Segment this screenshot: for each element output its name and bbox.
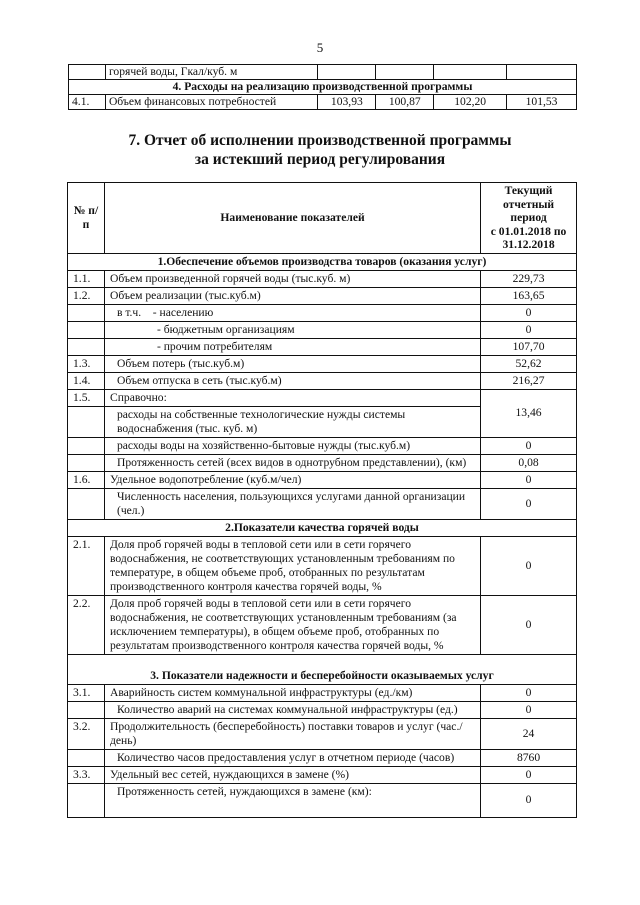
row-name: Численность населения, пользующихся услугами данной организации (чел.): [104, 488, 480, 519]
table-row: [68, 321, 577, 338]
row-value: 13,46: [481, 389, 577, 437]
row-number: 3.1.: [68, 684, 105, 701]
top-table: [68, 64, 577, 110]
row-number: [68, 701, 105, 718]
table-row: [68, 304, 577, 321]
table-row: [68, 270, 577, 287]
section-title: 4. Расходы на реализацию производственной программы: [69, 80, 577, 95]
row-number: [68, 338, 105, 355]
section-row: [68, 654, 577, 684]
row-number: 1.1.: [68, 270, 105, 287]
row-number: [68, 783, 105, 817]
table-row: [68, 338, 577, 355]
row-value: 0: [481, 783, 577, 817]
row-name: расходы на собственные технологические нужды системы водоснабжения (тыс. куб. м): [104, 406, 480, 437]
row-name: Количество часов предоставления услуг в отчетном периоде (часов): [104, 749, 480, 766]
header-period-line: отчетный период: [502, 197, 555, 224]
row-number: 1.2.: [68, 287, 105, 304]
row-number: 1.4.: [68, 372, 105, 389]
row-number: [68, 454, 105, 471]
row-number: 1.5.: [68, 389, 105, 406]
table-row: [68, 595, 577, 654]
row-value: 107,70: [481, 338, 577, 355]
row-name: Объем произведенной горячей воды (тыс.куб. м): [104, 270, 480, 287]
heading-line-2: за истекший период регулирования: [194, 151, 446, 168]
heading-line-1: 7. Отчет об исполнении производственной программы: [128, 132, 512, 149]
table-row: [68, 488, 577, 519]
table-row: [69, 95, 577, 110]
table-row: [68, 471, 577, 488]
row-name: Количество аварий на системах коммунальной инфраструктуры (ед.): [104, 701, 480, 718]
table-row: [68, 389, 577, 406]
row-value: 52,62: [481, 355, 577, 372]
table-row: [68, 536, 577, 595]
row-number: 1.3.: [68, 355, 105, 372]
row-name: - прочим потребителям: [104, 338, 480, 355]
section-row: [68, 253, 577, 270]
row-value: 0: [481, 701, 577, 718]
row-value: 0: [481, 684, 577, 701]
row-number: 1.6.: [68, 471, 105, 488]
row-label: горячей воды, Гкал/куб. м: [105, 65, 317, 80]
row-value: 0: [481, 437, 577, 454]
value-cell: 100,87: [376, 95, 434, 110]
row-number: 2.2.: [68, 595, 105, 654]
table-row: [68, 749, 577, 766]
section-title: 1.Обеспечение объемов производства товаров (оказания услуг): [68, 253, 577, 270]
row-number: [68, 321, 105, 338]
table-row: [68, 437, 577, 454]
section-title: 2.Показатели качества горячей воды: [68, 519, 577, 536]
row-name: Объем отпуска в сеть (тыс.куб.м): [104, 372, 480, 389]
row-value: 0: [481, 321, 577, 338]
row-name: Протяженность сетей, нуждающихся в замене (км):: [104, 783, 480, 817]
row-value: 163,65: [481, 287, 577, 304]
table-row: [68, 783, 577, 817]
value-cell: 103,93: [318, 95, 376, 110]
row-name: Справочно:: [104, 389, 480, 406]
row-value: 216,27: [481, 372, 577, 389]
row-number: 3.3.: [68, 766, 105, 783]
row-name: - бюджетным организациям: [104, 321, 480, 338]
row-number: 2.1.: [68, 536, 105, 595]
header-name: Наименование показателей: [104, 183, 480, 254]
section-row: [68, 519, 577, 536]
row-name: Протяженность сетей (всех видов в однотрубном представлении), (км): [104, 454, 480, 471]
page-number: 5: [316, 40, 324, 55]
table-row: [68, 355, 577, 372]
row-name: Доля проб горячей воды в тепловой сети или в сети горячего водоснабжения, не соответствующих установленным требованиям (за исключением температуры), в общем объеме проб, отобранных по результатам производственного контроля качества горячей воды, %: [104, 595, 480, 654]
table-row: [68, 287, 577, 304]
table-row: [69, 65, 577, 80]
row-value: 0: [481, 488, 577, 519]
row-name: Аварийность систем коммунальной инфраструктуры (ед./км): [104, 684, 480, 701]
row-number: [68, 488, 105, 519]
row-name: в т.ч. - населению: [104, 304, 480, 321]
row-name: Объем реализации (тыс.куб.м): [104, 287, 480, 304]
row-number: [68, 304, 105, 321]
row-value: 229,73: [481, 270, 577, 287]
row-value: 0: [481, 536, 577, 595]
report-table: [67, 182, 577, 818]
row-value: 0: [481, 304, 577, 321]
row-name: Продолжительность (бесперебойность) поставки товаров и услуг (час./день): [104, 718, 480, 749]
row-name: расходы воды на хозяйственно-бытовые нужды (тыс.куб.м): [104, 437, 480, 454]
row-value: 8760: [481, 749, 577, 766]
value-cell: 101,53: [507, 95, 577, 110]
row-value: 0: [481, 471, 577, 488]
row-value: 0: [481, 595, 577, 654]
row-number: 3.2.: [68, 718, 105, 749]
row-name: Удельный вес сетей, нуждающихся в замене (%): [104, 766, 480, 783]
table-row: [68, 454, 577, 471]
header-period: [481, 183, 577, 254]
value-cell: 102,20: [434, 95, 507, 110]
table-row: [68, 718, 577, 749]
table-row: [68, 701, 577, 718]
header-period-line: Текущий: [504, 184, 553, 197]
row-value: 24: [481, 718, 577, 749]
table-row: [68, 684, 577, 701]
row-name: Объем потерь (тыс.куб.м): [104, 355, 480, 372]
row-name: Доля проб горячей воды в тепловой сети или в сети горячего водоснабжения, не соответствующих установленным требованиям по температуре, в общем объеме проб, отобранных по результатам производственного контроля качества горячей воды, %: [104, 536, 480, 595]
section-title: 3. Показатели надежности и бесперебойности оказываемых услуг: [68, 654, 577, 684]
row-value: 0,08: [481, 454, 577, 471]
section-row: [69, 80, 577, 95]
row-number: [68, 437, 105, 454]
row-number: [68, 749, 105, 766]
table-row: [68, 372, 577, 389]
row-number: 4.1.: [69, 95, 106, 110]
table-row: [68, 766, 577, 783]
header-period-line: с 01.01.2018 по: [490, 224, 567, 238]
header-row: [68, 183, 577, 254]
report-heading: [0, 131, 640, 169]
header-num: № п/п: [68, 183, 105, 254]
row-label: Объем финансовых потребностей: [105, 95, 317, 110]
header-period-line: 31.12.2018: [502, 238, 555, 251]
row-value: 0: [481, 766, 577, 783]
row-name: Удельное водопотребление (куб.м/чел): [104, 471, 480, 488]
